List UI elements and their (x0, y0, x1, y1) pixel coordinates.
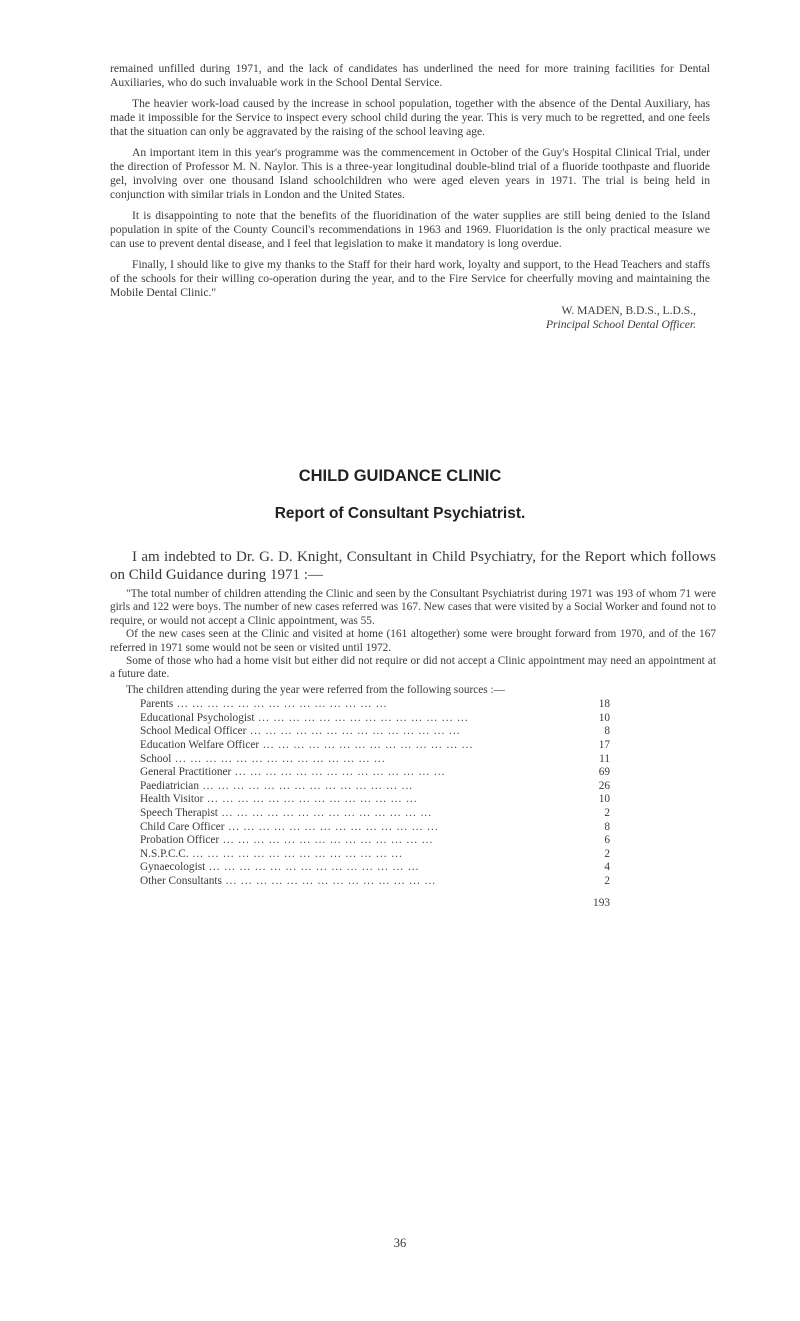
source-count: 10 (598, 793, 610, 806)
source-label: Education Welfare Officer ... . (140, 739, 570, 753)
table-row (140, 834, 610, 848)
source-label: General Practitioner ... . (140, 766, 570, 780)
table-row (140, 807, 610, 821)
source-label: Other Consultants ... . (140, 875, 570, 889)
table-row (140, 725, 610, 739)
source-count: 2 (604, 874, 610, 887)
source-label: Child Care Officer ... . (140, 821, 570, 835)
signature-title (110, 318, 696, 332)
sources-intro: The children attending during the year were referred from the following sources :— (126, 683, 505, 696)
signature-title-text: Principal School Dental Officer. (545, 318, 696, 331)
source-count: 17 (598, 739, 610, 752)
paragraph-home-visits: Of the new cases seen at the Clinic and visited at home (161 altogether) some were brought forward from 1970, and of the 167 referred in 1971 some would not be seen or visited until 1972. (110, 628, 716, 654)
source-label: Health Visitor ... . (140, 793, 570, 807)
paragraph-fluoridation: It is disappointing to note that the benefits of the fluoridination of the water supplies are still being denied to the Island population in spite of the County Council's recommendations in 1963 and 1969. Fluoridation is the only practical measure we can use to prevent dental disease, and I feel that legislation to make it mandatory is long overdue. (110, 209, 710, 250)
section-subheading: Report of Consultant Psychiatrist. (274, 505, 526, 522)
table-row (140, 739, 610, 753)
signature-name: W. MADEN, B.D.S., L.D.S., (561, 304, 696, 317)
source-count: 10 (598, 711, 610, 724)
source-label: Paediatrician ... . (140, 780, 570, 794)
sources-total: 193 (593, 896, 610, 909)
paragraph-totals: "The total number of children attending the Clinic and seen by the Consultant Psychiatrist during 1971 was 193 of whom 71 were girls and 122 were boys. The number of new cases referred was 167. New cases that were visited by a Social Worker and found not to require, or would not accept a Clinic appointment, was 55. (110, 588, 716, 627)
psychiatrist-report (110, 588, 716, 910)
table-row (140, 875, 610, 889)
source-count: 8 (604, 725, 610, 738)
table-row (140, 766, 610, 780)
report-intro: I am indebted to Dr. G. D. Knight, Consultant in Child Psychiatry, for the Report which follows on Child Guidance during 1971 :— (110, 549, 716, 583)
source-count: 18 (598, 698, 610, 711)
source-count: 2 (604, 807, 610, 819)
source-label: School ... . (140, 753, 570, 767)
source-count: 6 (604, 834, 610, 847)
table-row (140, 793, 610, 807)
source-count: 26 (598, 779, 610, 792)
source-count: 11 (599, 752, 610, 765)
source-count: 8 (604, 820, 610, 833)
table-row (140, 753, 610, 767)
table-row (140, 698, 610, 712)
source-count: 2 (604, 847, 610, 860)
source-label: School Medical Officer ... . (140, 725, 570, 739)
source-label: Probation Officer ... . (140, 834, 570, 848)
table-row (140, 848, 610, 862)
source-count: 69 (598, 766, 610, 779)
referral-sources-table (140, 698, 610, 888)
source-label: Speech Therapist ... . (140, 807, 570, 821)
paragraph-auxiliaries: remained unfilled during 1971, and the lack of candidates has underlined the need for more training facilities for Dental Auxiliaries, who do such invaluable work in the School Dental Service. (110, 62, 710, 89)
source-label: Parents ... . (140, 698, 570, 712)
paragraph-future-appointments: Some of those who had a home visit but either did not require or did not accept a Clinic appointment may need an appointment at a future date. (110, 655, 716, 681)
table-row (140, 780, 610, 794)
paragraph-clinical-trial: An important item in this year's programme was the commencement in October of the Guy's Hospital Clinical Trial, under the direction of Professor M. N. Naylor. This is a three-year longitudinal double-blind trial of a fluoride toothpaste and fluoride gel, involving over one thousand Island schoolchildren who were aged eleven years in 1971. The trial is being held in conjunction with similar trials in London and the United States. (110, 146, 710, 201)
table-row (140, 712, 610, 726)
table-row (140, 821, 610, 835)
section-heading: CHILD GUIDANCE CLINIC (298, 467, 502, 485)
paragraph-workload: The heavier work-load caused by the increase in school population, together with the absence of the Dental Auxiliary, has made it impossible for the Service to inspect every school child during the year. This is very much to be regretted, and one feels that the situation can only be aggravated by the raising of the school leaving age. (110, 97, 710, 138)
source-label: Gynaecologist ... . (140, 861, 570, 875)
page-number: 36 (393, 1236, 407, 1250)
source-label: Educational Psychologist ... . (140, 712, 570, 726)
table-row (140, 861, 610, 875)
source-label: N.S.P.C.C. ... . (140, 848, 570, 862)
dental-report-continuation (110, 62, 710, 332)
paragraph-thanks: Finally, I should like to give my thanks to the Staff for their hard work, loyalty and support, to the Head Teachers and staffs of the schools for their willing co-operation during the year, and to the Fire Service for cheerfully moving and maintaining the Mobile Dental Clinic." (110, 258, 710, 299)
source-count: 4 (604, 861, 610, 874)
